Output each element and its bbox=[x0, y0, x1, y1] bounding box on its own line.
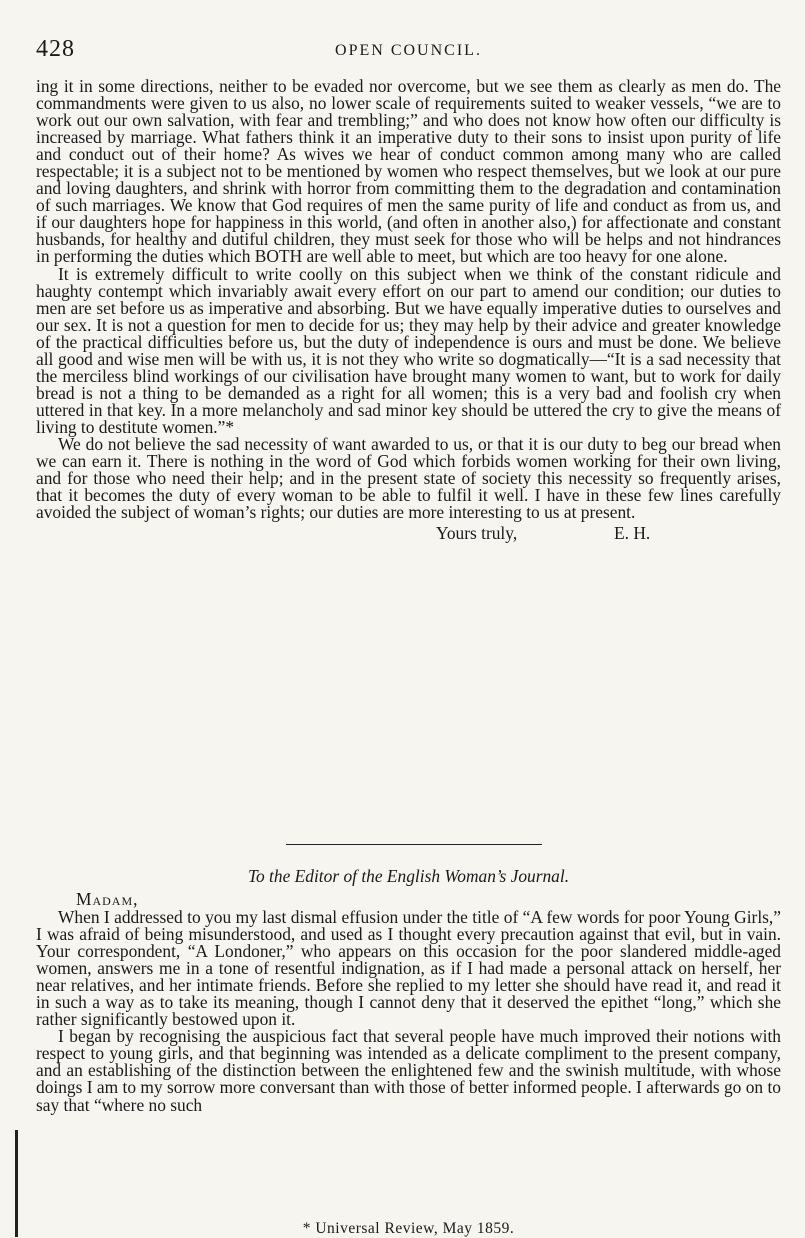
binding-edge bbox=[15, 1130, 18, 1237]
running-head: OPEN COUNCIL. bbox=[335, 42, 482, 59]
signature-initials: E. H. bbox=[614, 523, 651, 544]
signature-closing: Yours truly, bbox=[436, 523, 518, 544]
letter-madam bbox=[36, 909, 781, 1114]
letter-eh bbox=[36, 78, 781, 545]
page-header bbox=[36, 36, 781, 78]
letter1-signature bbox=[36, 521, 781, 545]
letter2-heading: To the Editor of the English Woman’s Journal. bbox=[247, 866, 570, 886]
letter1-paragraph-2: It is extremely difficult to write coolly on this subject when we think of the constant ridicule and haughty contempt which invariably await every effort on our part to amend our condition; our duties to men are set before us as imperative and absorbing. But we have equally imperative duties to ourselves and our sex. It is not a question for men to decide for us; they may help by their advice and greater knowledge of the practical difficulties before us, but the duty of independence is ours and must be done. We believe all good and wise men will be with us, it is not they who write so dogmatically—“It is a sad necessity that the merciless blind workings of our civilisation have brought many women to want, but to work for daily bread is not a thing to be demanded as a right for all women; this is a very bad and foolish cry when uttered in that key. In a more melancholy and sad minor key should be uttered the cry to give the means of living to destitute women.”* bbox=[36, 263, 781, 437]
letter2-salutation: Madam, bbox=[76, 889, 139, 909]
letter1-paragraph-1: ing it in some directions, neither to be evaded nor overcome, but we see them as clearly as men do. The commandments were given to us also, no lower scale of requirements suited to weaker vessels, “we are to work out our own salvation, with fear and trembling;” and who does not know how often our difficulty is increased by marriage. What fathers think it an imperative duty to their sons to insist upon purity of life and conduct out of their home? As wives we hear of conduct common among many who are called respectable; it is a subject not to be mentioned by women who respect themselves, but we look at our pure and loving daughters, and shrink with horror from committing them to the degradation and contamination of such marriages. We know that God requires of men the same purity of life and conduct as from us, and if our daughters hope for happiness in this world, (and often in another also,) for affectionate and constant husbands, for healthy and dutiful children, they must seek for those who will be helps and not hindrances in performing the duties which BOTH are well able to meet, but which are too heavy for one alone. bbox=[36, 76, 781, 267]
page bbox=[36, 36, 781, 1237]
letter2-paragraph-1: When I addressed to you my last dismal effusion under the title of “A few words for poor Young Girls,” I was afraid of being misunderstood, and used as I thought every precaution against that evil, but in vain. Your correspondent, “A Londoner,” who appears on this occasion for the poor slandered middle-aged women, answers me in a tone of resentful indignation, as if I had made a personal attack on herself, her near relatives, and her intimate friends. Before she replied to my letter she should have read it, and read it in such a way as to take its meaning, though I cannot deny that it deserved the epithet “long,” which she rather significantly bestowed upon it. bbox=[36, 907, 781, 1030]
footnote: * Universal Review, May 1859. bbox=[302, 1220, 515, 1237]
letter2-paragraph-2: I began by recognising the auspicious fact that several people have much improved their notions with respect to young girls, and that beginning was intended as a delicate compliment to the present company, and an establishing of the distinction between the enlightened few and the swinish multitude, with whose doings I am to my sorrow more conversant than with those of better informed people. I afterwards go on to say that “where no such bbox=[36, 1026, 781, 1115]
page-number: 428 bbox=[36, 36, 75, 62]
section-divider bbox=[286, 844, 542, 845]
letter1-paragraph-3: We do not believe the sad necessity of want awarded to us, or that it is our duty to beg our bread when we can earn it. There is nothing in the word of God which forbids women working for their own living, and for those who need their help; and in the present state of society this necessity so frequently arises, that it becomes the duty of every woman to be able to fulfil it well. I have in these few lines carefully avoided the subject of woman’s rights; our duties are more interesting to us at present. bbox=[36, 433, 781, 523]
